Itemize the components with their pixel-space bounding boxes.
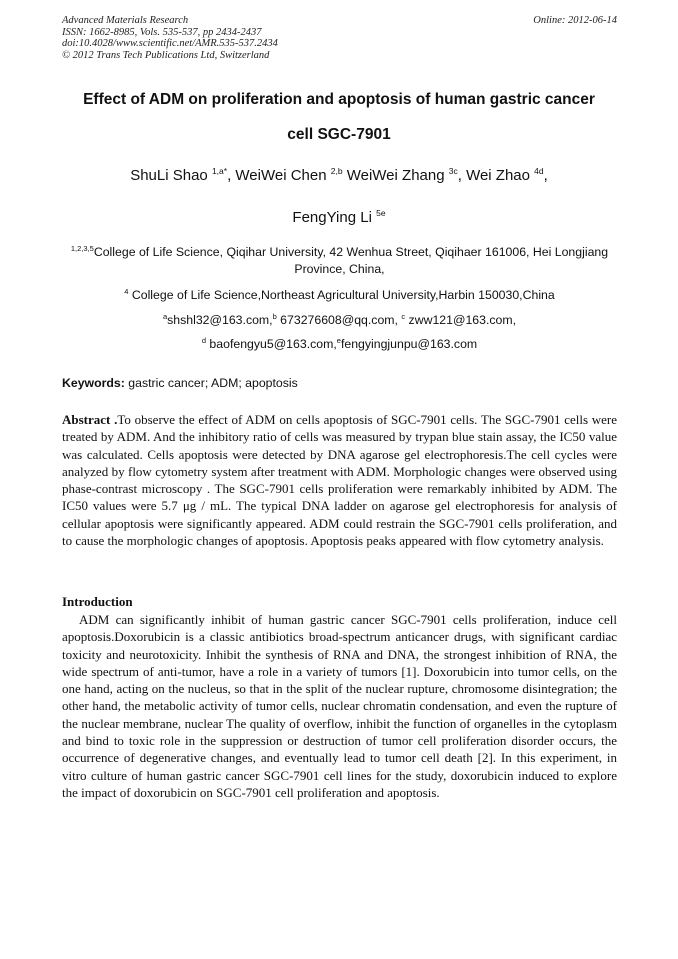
affiliation-text: College of Life Science, Qiqihar University, 42 Wenhua Street, Qiqihaer 161006, Hei Longjiang Province, China,: [93, 245, 609, 276]
copyright-line: © 2012 Trans Tech Publications Ltd, Switzerland: [62, 49, 270, 61]
affiliation-mark: 1,2,3,5: [70, 244, 94, 253]
author-separator: ,: [227, 167, 236, 184]
email-mark: a: [162, 312, 168, 321]
journal-header: [62, 15, 617, 61]
email-address: shshl32@163.com,: [167, 313, 273, 327]
issn-line: ISSN: 1662-8985, Vols. 535-537, pp 2434-2437: [62, 26, 262, 38]
email-address: 673276608@qq.com,: [276, 313, 402, 327]
author-name: WeiWei Zhang: [346, 167, 445, 184]
affiliation-2: [62, 287, 617, 304]
author-name: WeiWei Chen: [235, 167, 327, 184]
journal-name: Advanced Materials Research: [62, 15, 189, 26]
email-mark: c: [401, 312, 406, 321]
email-mark: d: [201, 336, 206, 345]
author-affiliation-mark: 4d: [534, 166, 544, 176]
affiliation-mark: 4: [124, 287, 129, 296]
author-name: ShuLi Shao: [130, 167, 208, 184]
author-separator: ,: [543, 167, 548, 184]
keywords: [62, 376, 617, 390]
email-mark: b: [272, 312, 277, 321]
author-affiliation-mark: 1,a*: [211, 166, 228, 176]
abstract: [62, 411, 617, 549]
author-separator: ,: [457, 167, 467, 184]
paper-title-line-2: cell SGC-7901: [287, 126, 391, 143]
paper-title-line-1: Effect of ADM on proliferation and apoptosis of human gastric cancer: [83, 91, 595, 108]
email-line-1: [62, 312, 617, 329]
affiliation-text: College of Life Science,Northeast Agricultural University,Harbin 150030,China: [131, 288, 555, 302]
email-address: zww121@163.com,: [405, 313, 517, 327]
author-affiliation-mark: 5e: [376, 208, 386, 218]
author-affiliation-mark: 2,b: [330, 166, 343, 176]
email-mark: e: [336, 336, 341, 345]
introduction-heading: Introduction: [62, 594, 133, 609]
email-address: baofengyu5@163.com,: [209, 337, 337, 351]
keywords-label: Keywords:: [62, 376, 125, 390]
affiliation-1: [62, 244, 617, 278]
abstract-label: Abstract .: [62, 412, 118, 427]
online-date: Online: 2012-06-14: [533, 15, 617, 26]
introduction-text: ADM can significantly inhibit of human gastric cancer SGC-7901 cells proliferation, induce cell apoptosis.Doxorubicin is a classic antibiotics broad-spectrum anticancer drugs, with significant cardiac toxicity and neurotoxicity. Inhibit the synthesis of RNA and DNA, the strongest inhibition of RNA, the wide spectrum of anti-tumor, have a role in a variety of tumors [1]. Doxorubicin into tumor cells, on the one hand, acting on the nucleus, so that in the split of the nuclear rupture, chromosome disintegration; the other hand, the metabolic activity of tumor cells, nuclear chromatin condensation, and even the rupture of the nuclear membrane, nuclear The quality of overflow, inhibit the function of organelles in the cytoplasm and bind to toxic role in the suppression or destruction of tumor cell proliferation disorder occurs, the occurrence of degenerative changes, and eventually lead to tumor cell death [2]. In this experiment, in vitro culture of human gastric cancer SGC-7901 cell lines for the study, doxorubicin induced to explore the impact of doxorubicin on SGC-7901 cell proliferation and apoptosis.: [62, 612, 617, 800]
keywords-text: gastric cancer; ADM; apoptosis: [124, 376, 298, 390]
email-address: fengyingjunpu@163.com: [340, 337, 478, 351]
doi-line: doi:10.4028/www.scientific.net/AMR.535-537.2434: [62, 38, 278, 49]
email-line-2: [62, 336, 617, 353]
author-list: [40, 167, 638, 184]
author-name: FengYing Li: [292, 209, 372, 226]
abstract-text: To observe the effect of ADM on cells apoptosis of SGC-7901 cells. The SGC-7901 cells were treated by ADM. And the inhibitory ratio of cells was measured by trypan blue stain assay, the IC50 value was calculated. Cells apoptosis were detected by DNA agarose gel electrophoresis.The cell cycles were analyzed by flow cytometry system after treatment with ADM. Morphologic changes were observed using phase-contrast microscopy . The SGC-7901 cells proliferation were remarkably inhibited by ADM. The IC50 values were 5.7 μg / mL. The typical DNA ladder on agarose gel electrophoresis for analysis of cellular apoptosis were significantly appeared. ADM could restrain the SGC-7901 cells proliferation, and to cause the morphologic changes of apoptosis. Apoptosis peaks appeared with flow cytometry analysis.: [62, 412, 617, 549]
author-list-continued: [40, 209, 638, 226]
author-affiliation-mark: 3c: [448, 166, 458, 176]
author-name: Wei Zhao: [466, 167, 530, 184]
